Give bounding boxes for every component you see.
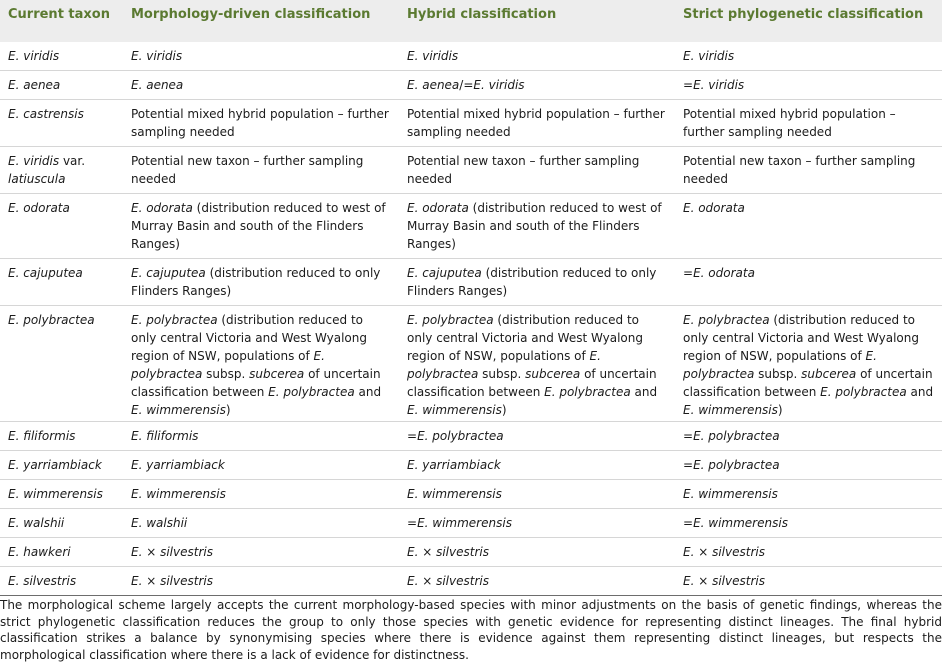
- taxon-name: E.: [131, 545, 143, 559]
- morphology-cell: [123, 306, 399, 422]
- hybrid-cell: [399, 194, 675, 259]
- taxon-name: E.: [683, 545, 695, 559]
- current-taxon-cell: [0, 422, 123, 451]
- morphology-cell: [123, 259, 399, 306]
- phylogenetic-cell: [675, 451, 942, 480]
- cell-text: (distribution reduced to west of Murray Basin and south of the Flinders Ranges): [407, 201, 662, 251]
- taxon-name: E. odorata: [683, 201, 745, 215]
- cell-text: ×: [142, 574, 161, 588]
- taxon-name: E. polybractea: [8, 313, 95, 327]
- cell-text: =: [683, 429, 694, 443]
- taxon-name: subcerea: [801, 367, 857, 381]
- cell-text: (distribution reduced to only central Victoria and West Wyalong region of NSW, populations of: [683, 313, 919, 363]
- table-row: [0, 42, 942, 71]
- cell-text: =: [683, 78, 694, 92]
- header-current-taxon: Current taxon: [0, 0, 123, 42]
- morphology-cell: [123, 509, 399, 538]
- taxon-name: E. wimmerensis: [693, 516, 788, 530]
- taxon-name: E. odorata: [8, 201, 70, 215]
- taxon-name: E.: [407, 574, 419, 588]
- cell-text: =: [683, 266, 694, 280]
- cell-text: of uncertain classification between: [407, 367, 657, 399]
- header-strict-phylogenetic: Strict phylogenetic classification: [675, 0, 942, 42]
- cell-text: (distribution reduced to only Flinders Ranges): [131, 266, 381, 298]
- table-row: [0, 480, 942, 509]
- taxon-name: E.: [407, 545, 419, 559]
- cell-text: ): [225, 403, 231, 417]
- table-row: [0, 509, 942, 538]
- table-row: [0, 422, 942, 451]
- taxon-name: E. polybractea: [820, 385, 907, 399]
- cell-text: =: [683, 458, 694, 472]
- current-taxon-cell: [0, 480, 123, 509]
- table-row: [0, 71, 942, 100]
- cell-text: =: [683, 516, 694, 530]
- taxon-name: subcerea: [525, 367, 581, 381]
- taxon-name: E.: [683, 574, 695, 588]
- hybrid-cell: [399, 259, 675, 306]
- cell-text: and: [354, 385, 382, 399]
- table-row: [0, 100, 942, 147]
- hybrid-cell: [399, 509, 675, 538]
- taxon-name: silvestris: [712, 574, 765, 588]
- cell-text: /=: [459, 78, 474, 92]
- cell-text: and: [906, 385, 934, 399]
- taxon-name: E. walshii: [8, 516, 65, 530]
- current-taxon-cell: [0, 509, 123, 538]
- taxon-name: E. viridis: [407, 49, 459, 63]
- cell-text: ): [777, 403, 783, 417]
- taxon-name: E. polybractea: [131, 349, 325, 381]
- cell-text: Potential mixed hybrid population – further sampling needed: [131, 107, 389, 139]
- hybrid-cell: [399, 42, 675, 71]
- header-morphology-driven: Morphology-driven classification: [123, 0, 399, 42]
- taxon-name: E. polybractea: [683, 313, 770, 327]
- cell-text: ×: [694, 574, 713, 588]
- taxon-name: E. yarriambiack: [8, 458, 102, 472]
- taxon-name: E.: [131, 574, 143, 588]
- taxon-name: E. yarriambiack: [131, 458, 225, 472]
- cell-text: ): [501, 403, 507, 417]
- morphology-cell: [123, 422, 399, 451]
- taxon-name: E. yarriambiack: [407, 458, 501, 472]
- taxon-name: E. polybractea: [693, 429, 780, 443]
- cell-text: var.: [59, 154, 86, 168]
- taxon-name: silvestris: [436, 574, 489, 588]
- taxon-name: E. polybractea: [407, 349, 601, 381]
- cell-text: (distribution reduced to only central Victoria and West Wyalong region of NSW, populations of: [131, 313, 367, 363]
- hybrid-cell: [399, 100, 675, 147]
- table-row: [0, 451, 942, 480]
- current-taxon-cell: [0, 259, 123, 306]
- cell-text: Potential mixed hybrid population – further sampling needed: [407, 107, 665, 139]
- cell-text: ×: [418, 574, 437, 588]
- cell-text: Potential new taxon – further sampling needed: [131, 154, 364, 186]
- header-row: [0, 0, 942, 42]
- table-row: [0, 259, 942, 306]
- taxon-name: silvestris: [436, 545, 489, 559]
- phylogenetic-cell: [675, 422, 942, 451]
- phylogenetic-cell: [675, 538, 942, 567]
- taxon-name: E. wimmerensis: [407, 487, 502, 501]
- taxon-name: E. aenea: [131, 78, 184, 92]
- taxon-name: E. polybractea: [693, 458, 780, 472]
- phylogenetic-cell: [675, 306, 942, 422]
- taxon-name: subcerea: [249, 367, 305, 381]
- current-taxon-cell: [0, 451, 123, 480]
- cell-text: (distribution reduced to only Flinders Ranges): [407, 266, 657, 298]
- phylogenetic-cell: [675, 100, 942, 147]
- cell-text: =: [407, 429, 418, 443]
- taxon-name: E. castrensis: [8, 107, 84, 121]
- taxon-name: E. viridis: [683, 49, 735, 63]
- morphology-cell: [123, 71, 399, 100]
- hybrid-cell: [399, 422, 675, 451]
- table-header: [0, 0, 942, 42]
- current-taxon-cell: [0, 42, 123, 71]
- taxon-name: silvestris: [160, 574, 213, 588]
- table-row: [0, 194, 942, 259]
- current-taxon-cell: [0, 567, 123, 596]
- taxon-name: E. filiformis: [131, 429, 199, 443]
- cell-text: ×: [694, 545, 713, 559]
- table-row: [0, 567, 942, 596]
- taxon-name: E. hawkeri: [8, 545, 71, 559]
- taxon-name: E. polybractea: [407, 313, 494, 327]
- taxon-name: E. cajuputea: [131, 266, 206, 280]
- taxon-name: E. aenea: [8, 78, 61, 92]
- table-row: [0, 147, 942, 194]
- phylogenetic-cell: [675, 42, 942, 71]
- phylogenetic-cell: [675, 147, 942, 194]
- current-taxon-cell: [0, 194, 123, 259]
- phylogenetic-cell: [675, 567, 942, 596]
- taxon-name: E. odorata: [131, 201, 193, 215]
- phylogenetic-cell: [675, 71, 942, 100]
- morphology-cell: [123, 100, 399, 147]
- phylogenetic-cell: [675, 480, 942, 509]
- taxon-name: E. polybractea: [131, 313, 218, 327]
- cell-text: Potential new taxon – further sampling needed: [683, 154, 916, 186]
- taxon-name: silvestris: [712, 545, 765, 559]
- taxon-name: E. viridis: [473, 78, 525, 92]
- taxon-name: E. wimmerensis: [8, 487, 103, 501]
- taxon-name: E. wimmerensis: [131, 487, 226, 501]
- taxon-name: latiuscula: [8, 172, 66, 186]
- hybrid-cell: [399, 71, 675, 100]
- taxon-name: E. viridis: [131, 49, 183, 63]
- taxon-name: E. odorata: [693, 266, 755, 280]
- taxon-name: E. viridis: [8, 154, 60, 168]
- taxon-name: E. wimmerensis: [417, 516, 512, 530]
- hybrid-cell: [399, 567, 675, 596]
- morphology-cell: [123, 42, 399, 71]
- phylogenetic-cell: [675, 259, 942, 306]
- table-body: [0, 42, 942, 596]
- taxon-name: E. polybractea: [417, 429, 504, 443]
- cell-text: (distribution reduced to only central Victoria and West Wyalong region of NSW, populations of: [407, 313, 643, 363]
- phylogenetic-cell: [675, 509, 942, 538]
- cell-text: Potential mixed hybrid population – further sampling needed: [683, 107, 896, 139]
- morphology-cell: [123, 480, 399, 509]
- taxon-name: E. silvestris: [8, 574, 77, 588]
- cell-text: Potential new taxon – further sampling needed: [407, 154, 640, 186]
- cell-text: subsp.: [478, 367, 526, 381]
- cell-text: =: [407, 516, 418, 530]
- current-taxon-cell: [0, 100, 123, 147]
- hybrid-cell: [399, 306, 675, 422]
- header-hybrid: Hybrid classification: [399, 0, 675, 42]
- taxon-name: E. cajuputea: [8, 266, 83, 280]
- cell-text: ×: [142, 545, 161, 559]
- taxon-name: silvestris: [160, 545, 213, 559]
- cell-text: and: [630, 385, 658, 399]
- current-taxon-cell: [0, 71, 123, 100]
- taxon-name: E. polybractea: [268, 385, 355, 399]
- phylogenetic-cell: [675, 194, 942, 259]
- morphology-cell: [123, 451, 399, 480]
- hybrid-cell: [399, 147, 675, 194]
- taxon-name: E. cajuputea: [407, 266, 482, 280]
- taxon-name: E. wimmerensis: [683, 487, 778, 501]
- current-taxon-cell: [0, 538, 123, 567]
- taxon-name: E. filiformis: [8, 429, 76, 443]
- table-footnote: The morphological scheme largely accepts the current morphology-based species with minor adjustments on the basis of genetic findings, whereas the strict phylogenetic classification reduces the group to only those species with genetic evidence for representing distinct lineages. The final hybrid classification strikes a balance by synonymising species where there is evidence against them representing distinct lineages, but respects the morphological classification where there is a lack of evidence for distinctness.: [0, 598, 942, 662]
- hybrid-cell: [399, 480, 675, 509]
- cell-text: of uncertain classification between: [683, 367, 933, 399]
- cell-text: ×: [418, 545, 437, 559]
- hybrid-cell: [399, 538, 675, 567]
- taxon-name: E. odorata: [407, 201, 469, 215]
- morphology-cell: [123, 194, 399, 259]
- morphology-cell: [123, 538, 399, 567]
- taxon-name: E. walshii: [131, 516, 188, 530]
- current-taxon-cell: [0, 147, 123, 194]
- taxon-name: E. wimmerensis: [683, 403, 778, 417]
- taxon-name: E. wimmerensis: [407, 403, 502, 417]
- taxon-name: E. aenea: [407, 78, 460, 92]
- morphology-cell: [123, 147, 399, 194]
- taxon-name: E. wimmerensis: [131, 403, 226, 417]
- hybrid-cell: [399, 451, 675, 480]
- cell-text: subsp.: [202, 367, 250, 381]
- table-row: [0, 538, 942, 567]
- taxon-name: E. polybractea: [683, 349, 877, 381]
- cell-text: of uncertain classification between: [131, 367, 381, 399]
- table-row: [0, 306, 942, 422]
- taxon-name: E. polybractea: [544, 385, 631, 399]
- cell-text: (distribution reduced to west of Murray Basin and south of the Flinders Ranges): [131, 201, 386, 251]
- current-taxon-cell: [0, 306, 123, 422]
- taxon-name: E. viridis: [8, 49, 60, 63]
- morphology-cell: [123, 567, 399, 596]
- cell-text: subsp.: [754, 367, 802, 381]
- taxon-name: E. viridis: [693, 78, 745, 92]
